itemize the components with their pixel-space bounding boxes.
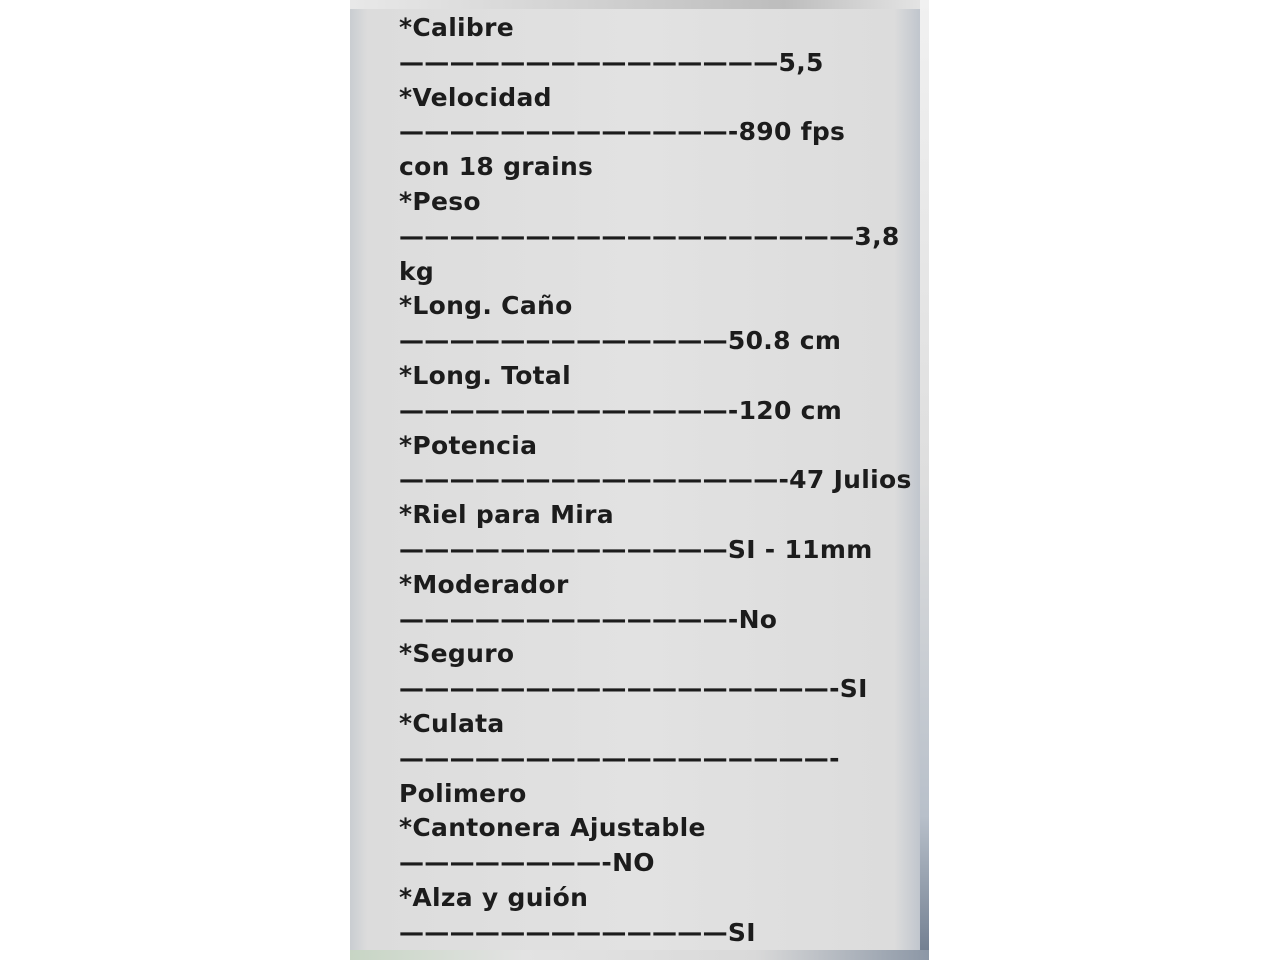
spec-value-seguro: —————————————————-SI <box>399 674 868 704</box>
spec-value-peso-cont: kg <box>399 256 435 286</box>
spec-value-alza: —————————————SI <box>399 917 756 947</box>
spec-label-culata: *Culata <box>399 708 505 738</box>
spec-value-cantonera: ————————-NO <box>399 848 655 878</box>
spec-value-long-total: —————————————-120 cm <box>399 395 843 425</box>
spec-value-moderador: —————————————-No <box>399 604 778 634</box>
spec-list <box>399 11 919 951</box>
bottom-border <box>350 950 929 960</box>
spec-label-long-cano: *Long. Caño <box>399 291 573 321</box>
spec-label-moderador: *Moderador <box>399 569 569 599</box>
spec-label-riel: *Riel para Mira <box>399 500 614 530</box>
spec-value-velocidad-cont: con 18 grains <box>399 152 594 182</box>
spec-label-peso: *Peso <box>399 186 481 216</box>
spec-value-velocidad: —————————————-890 fps <box>399 117 846 147</box>
spec-value-long-cano: —————————————50.8 cm <box>399 326 842 356</box>
spec-label-seguro: *Seguro <box>399 639 515 669</box>
spec-label-potencia: *Potencia <box>399 430 538 460</box>
spec-value-potencia: ———————————————-47 Julios <box>399 465 912 495</box>
spec-label-cantonera: *Cantonera Ajustable <box>399 813 706 843</box>
right-border <box>920 0 929 960</box>
spec-value-riel: —————————————SI - 11mm <box>399 534 873 564</box>
spec-value-calibre: ———————————————5,5 <box>399 47 824 77</box>
spec-label-alza: *Alza y guión <box>399 882 589 912</box>
spec-value-peso: ——————————————————3,8 <box>399 221 900 251</box>
document-page <box>350 0 929 960</box>
top-border <box>350 0 929 9</box>
spec-label-velocidad: *Velocidad <box>399 82 552 112</box>
spec-label-long-total: *Long. Total <box>399 360 571 390</box>
spec-value-culata: —————————————————- <box>399 743 840 773</box>
spec-label-calibre: *Calibre <box>399 13 515 42</box>
spec-value-culata-cont: Polimero <box>399 778 527 808</box>
